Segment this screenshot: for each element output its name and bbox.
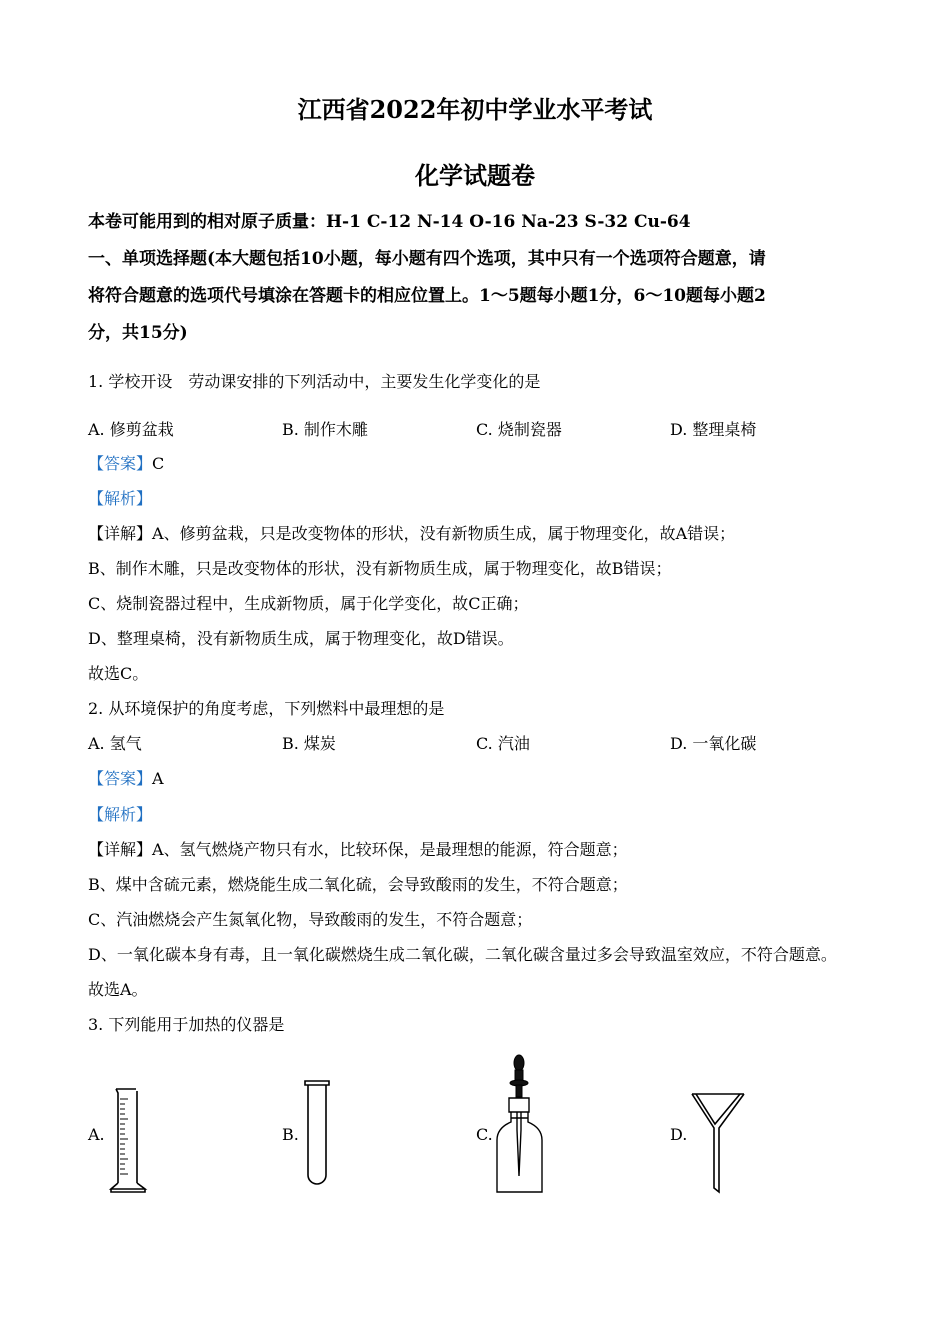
- q2-stem: 2. 从环境保护的角度考虑，下列燃料中最理想的是: [88, 699, 445, 718]
- q3-option-c: C.: [476, 1125, 493, 1144]
- q2-answer-row: [88, 769, 164, 789]
- section-heading-line-1: 一、单项选择题(本大题包括10小题，每小题有四个选项，其中只有一个选项符合题意，请: [88, 249, 766, 269]
- q2-option-a: A. 氢气: [88, 734, 142, 753]
- section-heading-line-3: 分，共15分): [88, 323, 188, 343]
- answer-tag: 【答案】: [88, 454, 153, 473]
- funnel-icon: [688, 1090, 748, 1194]
- q3-option-b: B.: [282, 1125, 299, 1144]
- q2-answer: A: [152, 769, 164, 788]
- q1-detail-row-4: D、整理桌椅，没有新物质生成，属于物理变化，故D错误。: [88, 629, 514, 648]
- q1-stem: 1. 学校开设 劳动课安排的下列活动中，主要发生化学变化的是: [88, 372, 541, 391]
- section-heading-line-2: 将符合题意的选项代号填涂在答题卡的相应位置上。1～5题每小题1分，6～10题每小题2: [88, 286, 766, 306]
- q1-analysis-tag: 【解析】: [88, 489, 153, 508]
- exam-title: 江西省2022年初中学业水平考试: [297, 95, 653, 124]
- q2-detail-row-4: D、一氧化碳本身有毒，且一氧化碳燃烧生成二氧化碳，二氧化碳含量过多会导致温室效应，不符合题意。: [88, 945, 837, 964]
- answer-tag: 【答案】: [88, 769, 153, 788]
- q3-option-a: A.: [88, 1125, 105, 1144]
- q1-option-b: B. 制作木雕: [282, 420, 368, 439]
- q2-detail-row-1: [88, 840, 628, 860]
- q2-option-c: C. 汽油: [476, 734, 530, 753]
- q1-option-a: A. 修剪盆栽: [88, 420, 174, 439]
- q1-detail-text: A、修剪盆栽，只是改变物体的形状，没有新物质生成，属于物理变化，故A错误；: [152, 524, 736, 543]
- q1-answer-row: [88, 454, 164, 474]
- detail-tag: 【详解】: [88, 840, 153, 859]
- q2-option-b: B. 煤炭: [282, 734, 336, 753]
- q2-detail-row-3: C、汽油燃烧会产生氮氧化物，导致酸雨的发生，不符合题意；: [88, 910, 533, 929]
- q1-conclusion: 故选C。: [88, 664, 149, 683]
- test-tube-icon: [302, 1077, 332, 1189]
- q2-detail-row-2: B、煤中含硫元素，燃烧能生成二氧化硫，会导致酸雨的发生，不符合题意；: [88, 875, 628, 894]
- dropper-bottle-icon: [492, 1052, 548, 1196]
- detail-tag: 【详解】: [88, 524, 153, 543]
- graduated-cylinder-icon: [106, 1085, 150, 1195]
- exam-subtitle: 化学试题卷: [415, 161, 535, 190]
- q1-option-d: D. 整理桌椅: [670, 420, 757, 439]
- q3-stem: 3. 下列能用于加热的仪器是: [88, 1015, 285, 1034]
- q2-conclusion: 故选A。: [88, 980, 148, 999]
- q2-analysis-tag: 【解析】: [88, 805, 153, 824]
- q3-option-d: D.: [670, 1125, 688, 1144]
- q1-detail-row-2: B、制作木雕，只是改变物体的形状，没有新物质生成，属于物理变化，故B错误；: [88, 559, 672, 578]
- atomic-mass-line: 本卷可能用到的相对原子质量：H-1 C-12 N-14 O-16 Na-23 S-32 Cu-64: [88, 212, 691, 232]
- q1-answer: C: [152, 454, 165, 473]
- q1-option-c: C. 烧制瓷器: [476, 420, 562, 439]
- q1-detail-row-3: C、烧制瓷器过程中，生成新物质，属于化学变化，故C正确；: [88, 594, 529, 613]
- q2-option-d: D. 一氧化碳: [670, 734, 757, 753]
- q2-detail-text: A、氢气燃烧产物只有水，比较环保，是最理想的能源，符合题意；: [152, 840, 628, 859]
- q1-detail-row-1: [88, 524, 735, 544]
